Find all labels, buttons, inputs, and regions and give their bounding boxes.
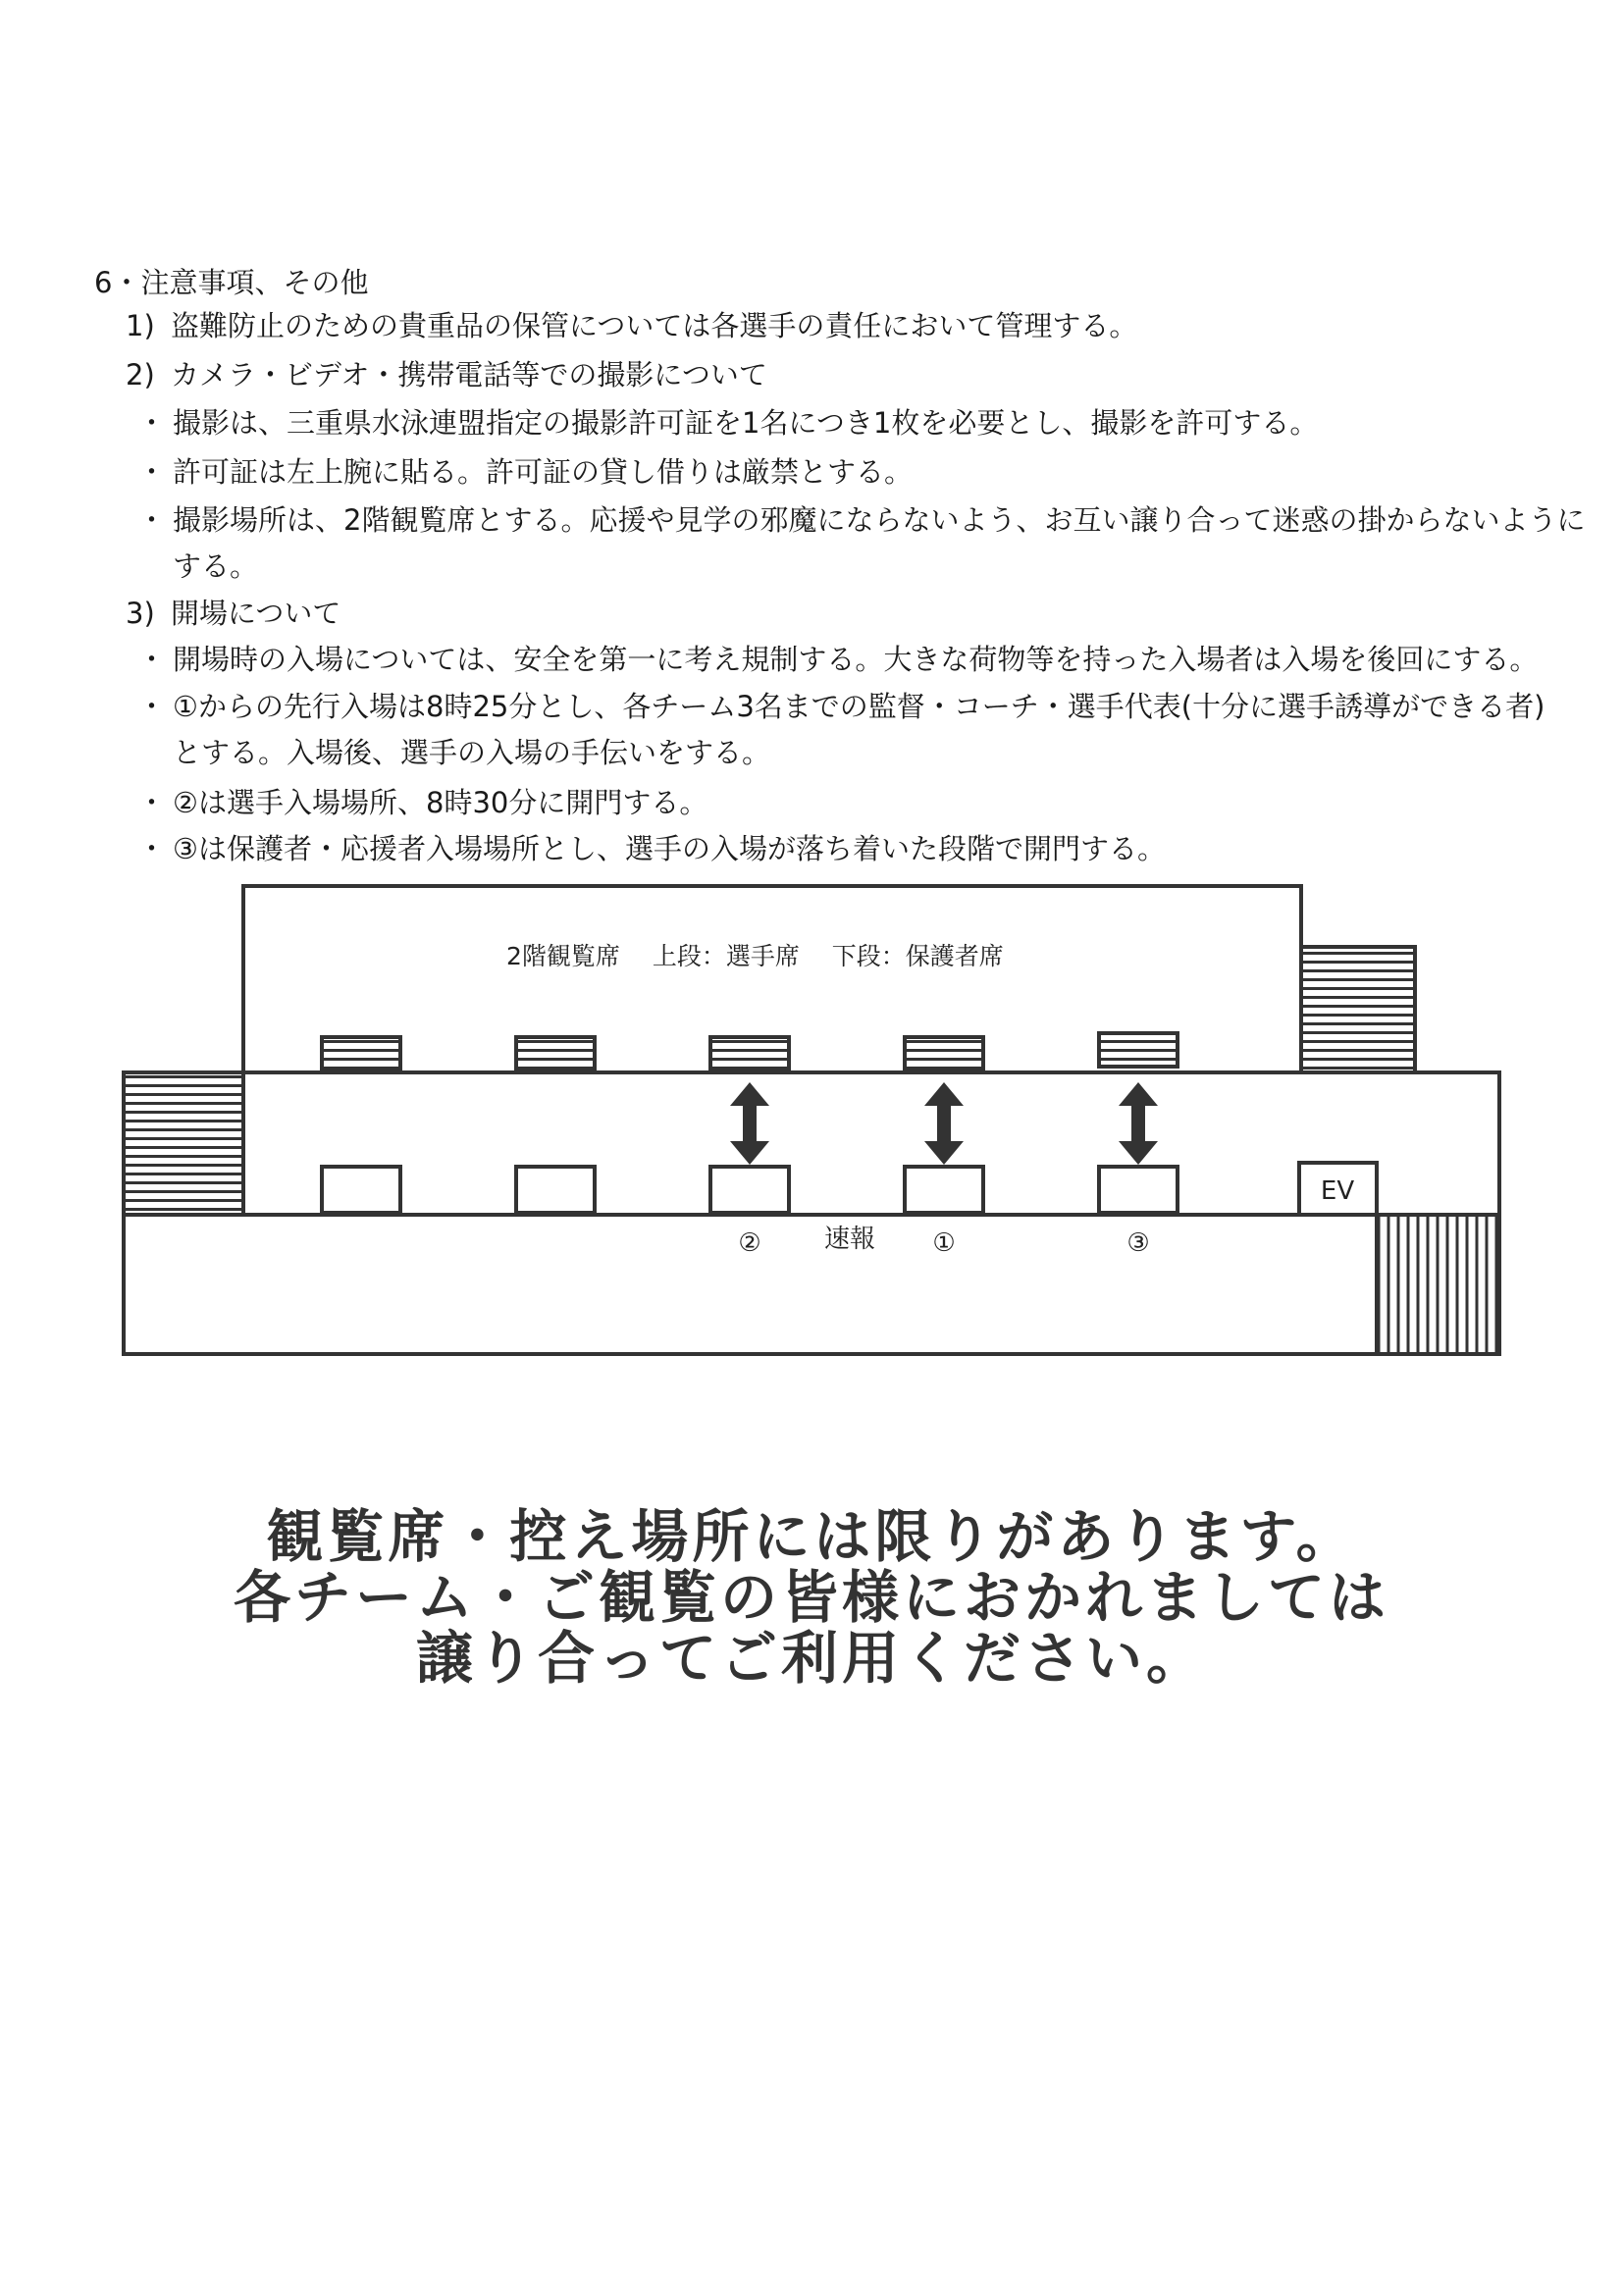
bullet-text: とする。入場後、選手の入場の手伝いをする。 [173, 736, 771, 769]
bullet-mark: ・ [137, 503, 167, 537]
bullet-text: する。 [173, 549, 259, 583]
gallery-seat-box [1099, 1033, 1178, 1067]
notice-line-3: 譲り合ってご利用ください。 [415, 1625, 1207, 1692]
opening-bullet-4 [137, 829, 1166, 868]
item-text: 開場について [171, 597, 341, 630]
gallery-seat-box [710, 1037, 789, 1070]
entrance-label-1: ① [932, 1228, 956, 1258]
gallery-seat-boxes [322, 1033, 1178, 1070]
double-arrow-icon [730, 1082, 769, 1165]
double-arrow-icon [924, 1082, 964, 1165]
bullet-text: ①からの先行入場は8時25分とし、各チーム3名までの監督・コーチ・選手代表(十分に選手誘導ができる者) [173, 690, 1545, 723]
door-box-entrance-1 [905, 1167, 983, 1213]
notice-line-1: 観覧席・控え場所には限りがあります。 [266, 1503, 1357, 1570]
right-lower-stairs [1377, 1215, 1499, 1354]
opening-bullet-2-continued [173, 733, 770, 772]
item-number: 3) [126, 597, 155, 630]
bullet-text: 撮影場所は、2階観覧席とする。応援や見学の邪魔にならないよう、お互い譲り合って迷惑の掛からないように [173, 503, 1586, 537]
bullet-text: 撮影は、三重県水泳連盟指定の撮影許可証を1名につき1枚を必要とし、撮影を許可する。 [173, 406, 1319, 440]
bullet-text: ②は選手入場場所、8時30分に開門する。 [173, 786, 708, 819]
opening-bullet-3 [137, 783, 708, 822]
photo-bullet-3 [137, 500, 1586, 540]
entrance-doors [322, 1167, 1178, 1213]
entrance-label-3: ③ [1126, 1228, 1150, 1258]
sokuhou-label: 速報 [823, 1225, 876, 1254]
opening-bullet-1 [137, 640, 1539, 679]
stair-arrows [730, 1082, 1158, 1165]
photo-bullet-1 [137, 403, 1319, 443]
bullet-mark: ・ [137, 643, 167, 676]
bullet-mark: ・ [137, 690, 167, 723]
item-1 [126, 306, 1137, 345]
bullet-text: 許可証は左上腕に貼る。許可証の貸し借りは厳禁とする。 [173, 455, 914, 489]
gallery-seat-box [322, 1037, 400, 1070]
bullet-mark: ・ [137, 786, 167, 819]
item-3 [126, 594, 340, 633]
door-box [516, 1167, 595, 1213]
lower-band [124, 1215, 1499, 1354]
left-stairs [124, 1072, 243, 1215]
door-box-entrance-2 [710, 1167, 789, 1213]
door-box-entrance-3 [1099, 1167, 1178, 1213]
door-box [322, 1167, 400, 1213]
photo-bullet-3-continued [173, 547, 258, 586]
entrance-label-2: ② [738, 1228, 761, 1258]
bullet-mark: ・ [137, 832, 167, 865]
item-number: 2) [126, 358, 155, 391]
bullet-mark: ・ [137, 406, 167, 440]
section-heading: 6・注意事項、その他 [94, 266, 369, 299]
venue-diagram-svg [118, 878, 1511, 1369]
bullet-text: 開場時の入場については、安全を第一に考え規制する。大きな荷物等を持った入場者は入場を後回にする。 [173, 643, 1539, 676]
item-text: カメラ・ビデオ・携帯電話等での撮影について [171, 358, 767, 391]
elevator-label: EV [1320, 1176, 1355, 1206]
right-upper-stairs [1301, 947, 1415, 1072]
item-text: 盗難防止のための貴重品の保管については各選手の責任において管理する。 [171, 309, 1138, 342]
venue-diagram [118, 878, 1511, 1369]
photo-bullet-2 [137, 452, 914, 492]
bullet-text: ③は保護者・応援者入場場所とし、選手の入場が落ち着いた段階で開門する。 [173, 832, 1166, 865]
opening-bullet-2 [137, 687, 1545, 726]
item-number: 1) [126, 309, 155, 342]
gallery-seat-box [516, 1037, 595, 1070]
gallery-label: 2階観覧席 上段：選手席 下段：保護者席 [506, 942, 1004, 970]
bullet-mark: ・ [137, 455, 167, 489]
notice-line-2: 各チーム・ご観覧の皆様におかれましては [233, 1564, 1389, 1631]
double-arrow-icon [1119, 1082, 1158, 1165]
item-2 [126, 355, 767, 394]
gallery-seat-box [905, 1037, 983, 1070]
